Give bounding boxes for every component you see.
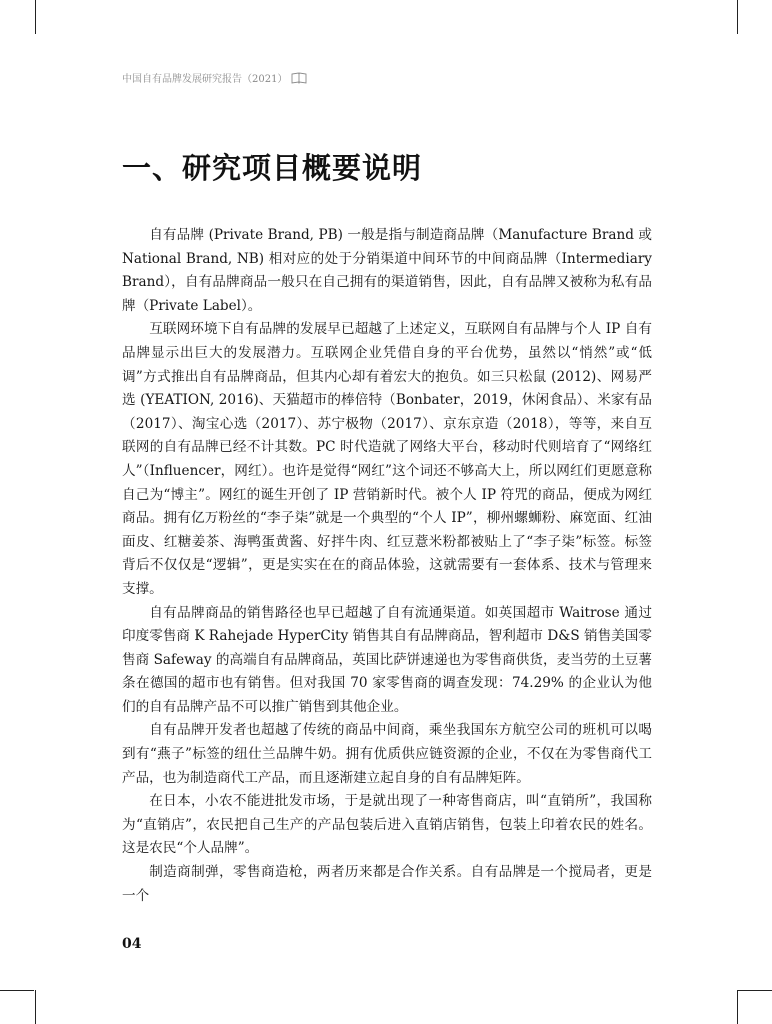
body-text	[122, 224, 652, 908]
page-title: 一、研究项目概要说明	[122, 151, 423, 185]
crop-mark-bottom-right-v	[737, 990, 738, 1024]
running-title: 中国自有品牌发展研究报告（2021）	[122, 74, 288, 85]
crop-mark-top-right	[737, 0, 738, 34]
paragraph: 自有品牌开发者也超越了传统的商品中间商，乘坐我国东方航空公司的班机可以喝到有“燕子”标签的纽仕兰品牌牛奶。拥有优质供应链资源的企业，不仅在为零售商代工产品，也为制造商代工产品，而且逐渐建立起自身的自有品牌矩阵。	[122, 722, 652, 786]
crop-mark-bottom-right	[738, 990, 772, 991]
paragraph: 在日本，小农不能进批发市场，于是就出现了一种寄售商店，叫“直销所”，我国称为“直销店”，农民把自己生产的产品包装后进入直销店销售，包装上印着农民的姓名。这是农民“个人品牌”。	[122, 793, 652, 857]
page-number: 04	[122, 936, 142, 952]
paragraph: 互联网环境下自有品牌的发展早已超越了上述定义，互联网自有品牌与个人 IP 自有品牌显示出巨大的发展潜力。互联网企业凭借自身的平台优势，虽然以“悄然”或“低调”方式推出自有品牌商品，但其内心却有着宏大的抱负。如三只松鼠 (2012)、网易严选 (YEATION, 2016)、天猫超市的棒倍特（Bonbater，2019，休闲食品）、米家有品（2017）、淘宝心选（2017）、苏宁极物（2017）、京东京造（2018），等等，来自互联网的自有品牌已经不计其数。PC 时代造就了网络大平台，移动时代则培育了“网络红人”（Influencer，网红）。也许是觉得“网红”这个词还不够高大上，所以网红们更愿意称自己为“博主”。网红的诞生开创了 IP 营销新时代。被个人 IP 符咒的商品，便成为网红商品。拥有亿万粉丝的“李子柒”就是一个典型的“个人 IP”，柳州螺蛳粉、麻宽面、红油面皮、红糖姜茶、海鸭蛋黄酱、好拌牛肉、红豆薏米粉都被贴上了“李子柒”标签。标签背后不仅仅是“逻辑”，更是实实在在的商品体验，这就需要有一套体系、技术与管理来支撑。	[122, 321, 652, 597]
crop-mark-top-left	[35, 0, 36, 34]
running-header	[122, 70, 307, 85]
paragraph: 自有品牌 (Private Brand, PB) 一般是指与制造商品牌（Manufacture Brand 或 National Brand, NB) 相对应的处于分销渠道中间环节的中间商品牌（Intermediary Brand），自有品牌商品一般只在自己拥有的渠道销售，因此，自有品牌又被称为私有品牌（Private Label）。	[122, 227, 652, 314]
paragraph: 自有品牌商品的销售路径也早已超越了自有流通渠道。如英国超市 Waitrose 通过印度零售商 K Rahejade HyperCity 销售其自有品牌商品，智利超市 D&S 销售美国零售商 Safeway 的高端自有品牌商品，英国比萨饼速递也为零售商供货，麦当劳的土豆薯条在德国的超市也有销售。但对我国 70 家零售商的调查发现：74.29% 的企业认为他们的自有品牌产品不可以推广销售到其他企业。	[122, 604, 652, 715]
paragraph: 制造商制弹，零售商造枪，两者历来都是合作关系。自有品牌是一个搅局者，更是一个	[122, 864, 652, 904]
crop-mark-bottom-left	[0, 990, 34, 991]
crop-mark-bottom-left-v	[35, 990, 36, 1024]
open-book-icon	[291, 72, 307, 84]
